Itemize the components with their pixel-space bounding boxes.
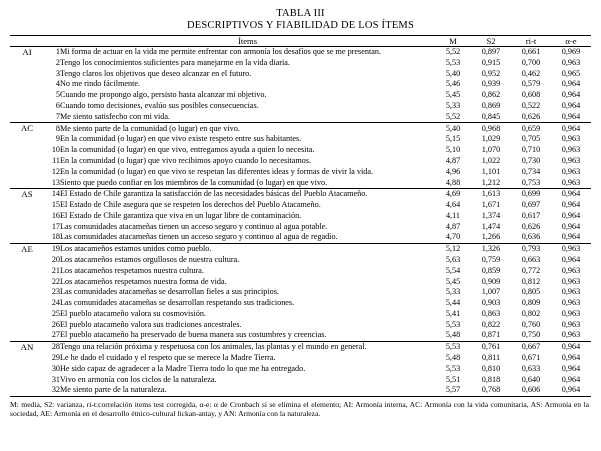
header-alpha-e: α-e bbox=[551, 35, 591, 46]
value-m: 5,52 bbox=[435, 111, 471, 122]
value-s2: 0,811 bbox=[481, 353, 501, 363]
item-text: En la comunidad (o lugar) en que vivo se respetan las diferentes ideas y formas de vivir la vida. bbox=[60, 166, 374, 176]
value-alpha-e: 0,964 bbox=[561, 254, 581, 264]
table-row bbox=[10, 254, 591, 265]
value-alpha-e: 0,963 bbox=[561, 57, 581, 67]
value-s2: 1,007 bbox=[481, 287, 501, 297]
item-text: Vivo en armonía con los ciclos de la naturaleza. bbox=[60, 374, 217, 384]
table-row bbox=[10, 298, 591, 309]
item-number: 28 bbox=[51, 342, 60, 352]
table-row bbox=[10, 46, 591, 57]
item-number: 12 bbox=[51, 166, 60, 176]
value-rit: 0,699 bbox=[521, 189, 541, 199]
item-number: 5 bbox=[55, 90, 60, 100]
item-number: 31 bbox=[51, 374, 60, 384]
value-alpha-e: 0,963 bbox=[551, 177, 591, 188]
value-m: 5,41 bbox=[445, 308, 461, 318]
value-m: 5,44 bbox=[445, 298, 461, 308]
item-number: 13 bbox=[44, 177, 60, 188]
table-header bbox=[10, 35, 591, 46]
item-text: El Estado de Chile garantiza la satisfacción de las necesidades básicas del Pueblo Atacameño. bbox=[60, 189, 368, 199]
item-number: 21 bbox=[51, 265, 60, 275]
item-text: El pueblo atacameño valora sus tradiciones ancestrales. bbox=[60, 319, 242, 329]
value-s2: 0,863 bbox=[481, 308, 501, 318]
item-number: 14 bbox=[51, 189, 60, 199]
value-s2: 0,759 bbox=[481, 254, 501, 264]
item-number: 25 bbox=[51, 308, 60, 318]
value-alpha-e: 0,963 bbox=[561, 145, 581, 155]
dimension-label: AN bbox=[10, 341, 44, 396]
item-text: El Estado de Chile garantiza que viva en un lugar libre de contaminación. bbox=[60, 210, 302, 220]
header-rit: ri-t bbox=[511, 35, 551, 46]
table-row bbox=[10, 166, 591, 177]
value-s2: 0,939 bbox=[481, 79, 501, 89]
value-rit: 0,661 bbox=[521, 47, 541, 57]
value-rit: 0,705 bbox=[521, 134, 541, 144]
value-alpha-e: 0,963 bbox=[561, 166, 581, 176]
value-m: 5,10 bbox=[445, 145, 461, 155]
value-s2: 0,822 bbox=[481, 319, 501, 329]
table-row bbox=[10, 134, 591, 145]
item-number: 18 bbox=[44, 232, 60, 243]
value-alpha-e: 0,963 bbox=[561, 319, 581, 329]
value-alpha-e: 0,964 bbox=[561, 79, 581, 89]
value-s2: 1,101 bbox=[481, 166, 501, 176]
table-row bbox=[10, 145, 591, 156]
value-alpha-e: 0,964 bbox=[561, 123, 581, 133]
table-row bbox=[10, 155, 591, 166]
value-m: 5,48 bbox=[435, 330, 471, 341]
item-number: 6 bbox=[55, 101, 60, 111]
header-s2: S2 bbox=[471, 35, 511, 46]
value-alpha-e: 0,964 bbox=[561, 189, 581, 199]
value-alpha-e: 0,963 bbox=[561, 276, 581, 286]
value-m: 5,53 bbox=[445, 363, 461, 373]
value-alpha-e: 0,963 bbox=[551, 330, 591, 341]
value-s2: 1,613 bbox=[481, 189, 501, 199]
item-text: En la comunidad (o lugar) que vivo recibimos apoyo cuando lo necesitamos. bbox=[60, 155, 312, 165]
item-number: 1 bbox=[55, 47, 60, 57]
value-s2: 1,070 bbox=[481, 145, 501, 155]
value-s2: 0,915 bbox=[481, 57, 501, 67]
item-text: En la comunidad (o lugar) en que vivo, entregamos ayuda a quien lo necesita. bbox=[60, 145, 315, 155]
dimension-label: AI bbox=[10, 46, 44, 122]
value-rit: 0,640 bbox=[521, 374, 541, 384]
item-number: 20 bbox=[51, 254, 60, 264]
item-number: 9 bbox=[55, 134, 60, 144]
table-row bbox=[10, 199, 591, 210]
descriptives-reliability-table bbox=[10, 35, 591, 397]
item-number: 23 bbox=[51, 287, 60, 297]
table-row bbox=[10, 232, 591, 243]
item-number: 16 bbox=[51, 210, 60, 220]
value-s2: 1,326 bbox=[481, 244, 501, 254]
item-number: 4 bbox=[55, 79, 60, 89]
value-alpha-e: 0,963 bbox=[561, 244, 581, 254]
item-text: Los atacameños estamos unidos como pueblo. bbox=[60, 244, 212, 254]
item-text: Tengo una relación próxima y respetuosa con los animales, las plantas y el mundo en general. bbox=[60, 342, 367, 352]
table-row bbox=[10, 352, 591, 363]
value-m: 5,54 bbox=[445, 265, 461, 275]
item-number: 27 bbox=[44, 330, 60, 341]
item-text: Cuando tomo decisiones, evalúo sus posibles consecuencias. bbox=[60, 101, 259, 111]
table-row bbox=[10, 308, 591, 319]
value-alpha-e: 0,963 bbox=[561, 155, 581, 165]
table-row bbox=[10, 341, 591, 352]
value-rit: 0,671 bbox=[521, 353, 541, 363]
value-rit: 0,812 bbox=[521, 276, 541, 286]
item-text: El pueblo atacameño valora su cosmovisión. bbox=[60, 308, 206, 318]
item-text: El pueblo atacameño ha preservado de buena manera sus costumbres y creencias. bbox=[60, 330, 435, 341]
value-rit: 0,633 bbox=[521, 363, 541, 373]
value-m: 5,33 bbox=[445, 101, 461, 111]
value-alpha-e: 0,964 bbox=[561, 90, 581, 100]
value-alpha-e: 0,963 bbox=[561, 308, 581, 318]
value-rit: 0,805 bbox=[521, 287, 541, 297]
value-m: 4,64 bbox=[445, 200, 461, 210]
item-text: Las comunidades atacameñas se desarrollan fieles a sus principios. bbox=[60, 287, 279, 297]
value-alpha-e: 0,964 bbox=[561, 210, 581, 220]
table-caption: DESCRIPTIVOS Y FIABILIDAD DE LOS ÍTEMS bbox=[186, 19, 415, 31]
item-text: Las comunidades atacameñas tienen un acceso seguro y continuo al agua potable. bbox=[60, 221, 328, 231]
table-title-block bbox=[10, 8, 591, 32]
value-m: 4,69 bbox=[445, 189, 461, 199]
table-footnote: M: media, S2: varianza, ri-t:correlación items test corregida, α-e: α de Cronbach si se elimina el elemento; AI: Armonía interna, AC: Armonía con la vida comunitaria, AS: Armonía en la sociedad, AE: Armonía en el desarrollo étnico-cultural lickan-antay, y AN: Armonía con la naturaleza. bbox=[10, 399, 589, 418]
dimension-label: AE bbox=[10, 243, 44, 341]
value-s2: 0,859 bbox=[481, 265, 501, 275]
item-number: 8 bbox=[55, 123, 60, 133]
value-alpha-e: 0,963 bbox=[561, 265, 581, 275]
table-row bbox=[10, 363, 591, 374]
value-m: 5,53 bbox=[445, 319, 461, 329]
value-rit: 0,697 bbox=[521, 200, 541, 210]
table-row bbox=[10, 100, 591, 111]
value-rit: 0,760 bbox=[521, 319, 541, 329]
value-s2: 0,909 bbox=[481, 276, 501, 286]
value-m: 5,57 bbox=[435, 385, 471, 396]
value-alpha-e: 0,963 bbox=[561, 287, 581, 297]
table-row bbox=[10, 276, 591, 287]
item-text: Los atacameños respetamos nuestra forma de vida. bbox=[60, 276, 227, 286]
value-s2: 1,266 bbox=[471, 232, 511, 243]
value-s2: 1,022 bbox=[481, 155, 501, 165]
table-row bbox=[10, 243, 591, 254]
value-s2: 0,761 bbox=[481, 342, 501, 352]
item-text: Me siento satisfecho con mi vida. bbox=[60, 111, 435, 122]
header-items: Ítems bbox=[60, 35, 435, 46]
value-s2: 1,474 bbox=[481, 221, 501, 231]
value-m: 5,52 bbox=[445, 47, 461, 57]
value-s2: 0,903 bbox=[481, 298, 501, 308]
table-row bbox=[10, 90, 591, 101]
item-text: Tengo claros los objetivos que deseo alcanzar en el futuro. bbox=[60, 68, 252, 78]
item-number: 2 bbox=[55, 57, 60, 67]
table-row bbox=[10, 287, 591, 298]
value-rit: 0,659 bbox=[521, 123, 541, 133]
value-rit: 0,802 bbox=[521, 308, 541, 318]
value-rit: 0,750 bbox=[511, 330, 551, 341]
value-s2: 1,029 bbox=[481, 134, 501, 144]
item-text: Cuando me propongo algo, persisto hasta alcanzar mi objetivo. bbox=[60, 90, 267, 100]
value-m: 4,70 bbox=[435, 232, 471, 243]
item-text: Los atacameños estamos orgullosos de nuestra cultura. bbox=[60, 254, 240, 264]
item-number: 3 bbox=[55, 68, 60, 78]
item-number: 19 bbox=[51, 244, 60, 254]
item-number: 26 bbox=[51, 319, 60, 329]
item-number: 11 bbox=[52, 155, 60, 165]
item-text: Tengo los conocimientos suficientes para manejarme en la vida diaria. bbox=[60, 57, 290, 67]
value-m: 4,96 bbox=[445, 166, 461, 176]
value-m: 5,40 bbox=[445, 68, 461, 78]
item-text: Las comunidades atacameñas tienen un acceso seguro y continuo al agua de regadío. bbox=[60, 232, 435, 243]
item-text: Los atacameños respetamos nuestra cultura. bbox=[60, 265, 204, 275]
item-text: El Estado de Chile asegura que se respeten los derechos del Pueblo Atacameño. bbox=[60, 200, 321, 210]
value-rit: 0,608 bbox=[521, 90, 541, 100]
value-m: 5,46 bbox=[445, 79, 461, 89]
table-row bbox=[10, 374, 591, 385]
value-m: 4,87 bbox=[445, 155, 461, 165]
value-alpha-e: 0,965 bbox=[561, 68, 581, 78]
item-text: Me siento parte de la naturaleza. bbox=[60, 385, 435, 396]
value-rit: 0,734 bbox=[521, 166, 541, 176]
value-rit: 0,772 bbox=[521, 265, 541, 275]
table-row bbox=[10, 385, 591, 396]
value-alpha-e: 0,964 bbox=[561, 374, 581, 384]
table-row bbox=[10, 177, 591, 188]
table-row bbox=[10, 319, 591, 330]
value-m: 5,48 bbox=[445, 353, 461, 363]
item-number: 15 bbox=[51, 200, 60, 210]
value-m: 5,63 bbox=[445, 254, 461, 264]
value-alpha-e: 0,963 bbox=[561, 298, 581, 308]
value-rit: 0,667 bbox=[521, 342, 541, 352]
value-s2: 0,871 bbox=[471, 330, 511, 341]
value-alpha-e: 0,964 bbox=[561, 200, 581, 210]
value-alpha-e: 0,969 bbox=[561, 47, 581, 57]
item-text: No me rindo fácilmente. bbox=[60, 79, 141, 89]
item-text: Siento que puedo confiar en los miembros de la comunidad (o lugar) en que vivo. bbox=[60, 177, 435, 188]
dimension-label: AC bbox=[10, 123, 44, 189]
value-alpha-e: 0,963 bbox=[561, 134, 581, 144]
value-m: 5,12 bbox=[445, 244, 461, 254]
table-number: TABLA III bbox=[276, 8, 325, 19]
value-rit: 0,793 bbox=[521, 244, 541, 254]
value-alpha-e: 0,964 bbox=[561, 221, 581, 231]
value-m: 5,45 bbox=[445, 276, 461, 286]
value-alpha-e: 0,964 bbox=[561, 342, 581, 352]
item-number: 10 bbox=[51, 145, 60, 155]
item-text: Me siento parte de la comunidad (o lugar) en que vivo. bbox=[60, 123, 240, 133]
value-m: 5,15 bbox=[445, 134, 461, 144]
item-text: Las comunidades atacameñas se desarrollan respetando sus tradiciones. bbox=[60, 298, 295, 308]
table-body bbox=[10, 46, 591, 396]
table-row bbox=[10, 79, 591, 90]
item-text: He sido capaz de agradecer a la Madre Tierra todo lo que me ha entregado. bbox=[60, 363, 306, 373]
table-row bbox=[10, 188, 591, 199]
value-s2: 0,768 bbox=[471, 385, 511, 396]
item-number: 22 bbox=[51, 276, 60, 286]
header-m: M bbox=[435, 35, 471, 46]
value-rit: 0,462 bbox=[521, 68, 541, 78]
value-alpha-e: 0,964 bbox=[561, 353, 581, 363]
value-alpha-e: 0,964 bbox=[551, 111, 591, 122]
value-rit: 0,809 bbox=[521, 298, 541, 308]
value-s2: 1,212 bbox=[471, 177, 511, 188]
value-rit: 0,753 bbox=[511, 177, 551, 188]
table-row bbox=[10, 111, 591, 122]
dimension-label: AS bbox=[10, 188, 44, 243]
value-rit: 0,710 bbox=[521, 145, 541, 155]
item-text: Mi forma de actuar en la vida me permite enfrentar con armonía los desafíos que se me presentan. bbox=[60, 47, 382, 57]
value-rit: 0,700 bbox=[521, 57, 541, 67]
value-m: 5,40 bbox=[445, 123, 461, 133]
table-row bbox=[10, 123, 591, 134]
value-alpha-e: 0,964 bbox=[561, 101, 581, 111]
item-number: 32 bbox=[44, 385, 60, 396]
value-m: 4,11 bbox=[445, 210, 461, 220]
value-s2: 0,862 bbox=[481, 90, 501, 100]
value-m: 5,53 bbox=[445, 342, 461, 352]
value-rit: 0,626 bbox=[521, 221, 541, 231]
value-s2: 0,810 bbox=[481, 363, 501, 373]
table-row bbox=[10, 57, 591, 68]
header-item-number bbox=[44, 35, 60, 46]
value-rit: 0,522 bbox=[521, 101, 541, 111]
item-text: En la comunidad (o lugar) en que vivo existe respeto entre sus habitantes. bbox=[60, 134, 302, 144]
value-rit: 0,626 bbox=[511, 111, 551, 122]
value-s2: 0,952 bbox=[481, 68, 501, 78]
table-row bbox=[10, 265, 591, 276]
value-rit: 0,730 bbox=[521, 155, 541, 165]
item-number: 29 bbox=[51, 353, 60, 363]
value-s2: 1,374 bbox=[481, 210, 501, 220]
value-s2: 0,869 bbox=[481, 101, 501, 111]
table-row bbox=[10, 221, 591, 232]
value-rit: 0,617 bbox=[521, 210, 541, 220]
header-dimension bbox=[10, 35, 44, 46]
value-s2: 0,818 bbox=[481, 374, 501, 384]
value-rit: 0,663 bbox=[521, 254, 541, 264]
item-number: 24 bbox=[51, 298, 60, 308]
value-s2: 0,845 bbox=[471, 111, 511, 122]
table-row bbox=[10, 68, 591, 79]
value-rit: 0,606 bbox=[511, 385, 551, 396]
value-m: 5,51 bbox=[445, 374, 461, 384]
item-text: Le he dado el cuidado y el respeto que se merece la Madre Tierra. bbox=[60, 353, 276, 363]
value-alpha-e: 0,964 bbox=[551, 232, 591, 243]
value-m: 4,87 bbox=[445, 221, 461, 231]
value-rit: 0,636 bbox=[511, 232, 551, 243]
value-alpha-e: 0,964 bbox=[551, 385, 591, 396]
value-s2: 0,897 bbox=[481, 47, 501, 57]
value-alpha-e: 0,964 bbox=[561, 363, 581, 373]
value-rit: 0,579 bbox=[521, 79, 541, 89]
item-number: 30 bbox=[51, 363, 60, 373]
table-row bbox=[10, 210, 591, 221]
value-m: 4,88 bbox=[435, 177, 471, 188]
item-number: 17 bbox=[51, 221, 60, 231]
value-s2: 0,968 bbox=[481, 123, 501, 133]
table-row bbox=[10, 330, 591, 341]
item-number: 7 bbox=[44, 111, 60, 122]
value-s2: 1,671 bbox=[481, 200, 501, 210]
value-m: 5,33 bbox=[445, 287, 461, 297]
value-m: 5,53 bbox=[445, 57, 461, 67]
value-m: 5,45 bbox=[445, 90, 461, 100]
